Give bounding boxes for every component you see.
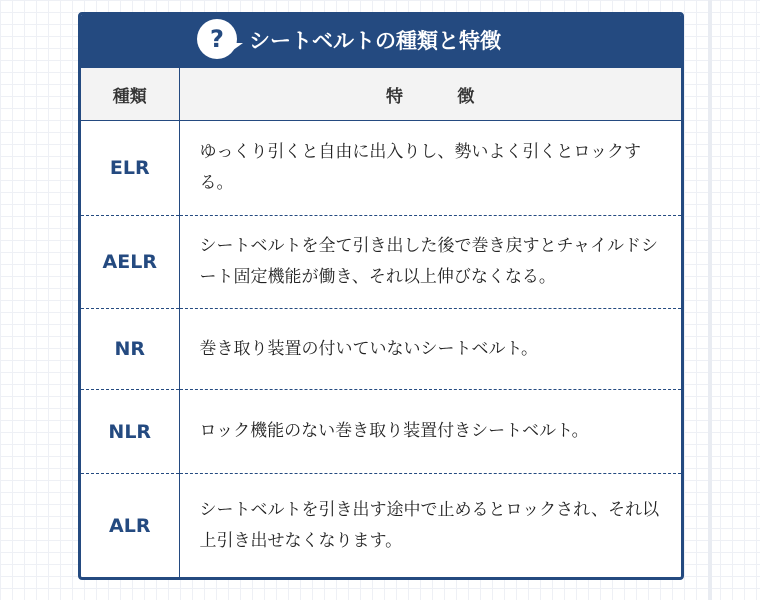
card-title: シートベルトの種類と特徴: [249, 29, 501, 53]
table-row: [81, 216, 681, 309]
feature-cell: ロック機能のない巻き取り装置付きシートベルト。: [179, 390, 681, 474]
seatbelt-types-card: [78, 12, 684, 580]
table-header-row: [81, 68, 681, 121]
type-cell: NR: [81, 309, 179, 390]
seatbelt-types-table: [81, 68, 681, 578]
column-header-type: 種類: [81, 68, 179, 121]
table-row: [81, 474, 681, 579]
table-row: [81, 121, 681, 216]
type-cell: ELR: [81, 121, 179, 216]
table-row: [81, 390, 681, 474]
table-row: [81, 309, 681, 390]
title-bar: [81, 15, 681, 68]
feature-cell: ゆっくり引くと自由に出入りし、勢いよく引くとロックする。: [199, 142, 641, 193]
column-header-feature: 特 徴: [179, 68, 681, 121]
speech-bubble-tail: [229, 43, 243, 53]
background-stripe: [708, 0, 712, 600]
question-mark-icon: ?: [197, 19, 237, 59]
feature-cell: シートベルトを全て引き出した後で巻き戻すとチャイルドシート固定機能が働き、それ以上伸びなくなる。: [179, 216, 681, 309]
type-cell: ALR: [81, 474, 179, 579]
feature-cell: シートベルトを引き出す途中で止めるとロックされ、それ以上引き出せなくなります。: [179, 474, 681, 579]
feature-cell: 巻き取り装置の付いていないシートベルト。: [179, 309, 681, 390]
type-cell: AELR: [81, 216, 179, 309]
type-cell: NLR: [81, 390, 179, 474]
